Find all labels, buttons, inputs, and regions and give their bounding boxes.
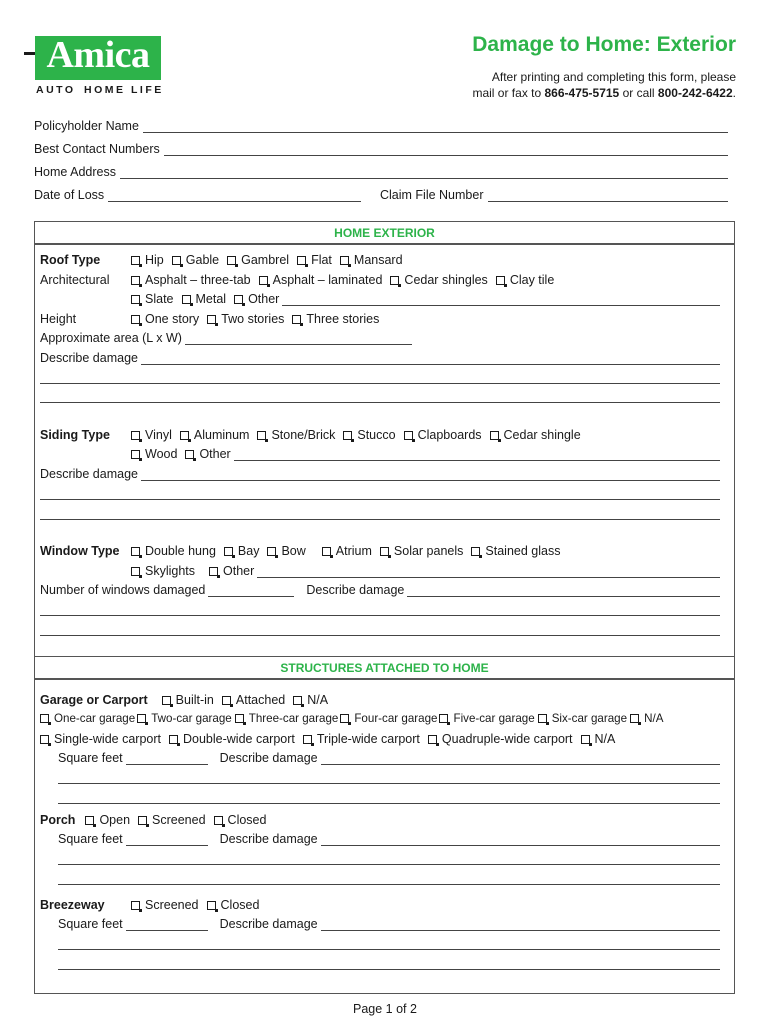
window-describe-label: Describe damage (306, 583, 405, 597)
garage-describe-field[interactable] (321, 753, 720, 765)
window-bay[interactable] (224, 544, 260, 558)
option-label: Double-wide carport (183, 732, 295, 746)
option-label: Asphalt – three-tab (145, 273, 251, 287)
checkbox[interactable] (322, 547, 331, 556)
option-label: Flat (311, 253, 332, 267)
claim-file-field[interactable] (488, 190, 729, 202)
phone-number: 800-242-6422 (657, 86, 733, 100)
garage-row (40, 693, 720, 707)
option-label: Other (199, 447, 231, 461)
option-label: Metal (195, 292, 227, 306)
instructions-line1: After printing and completing this form, please (491, 70, 736, 84)
carport-na[interactable] (581, 732, 616, 746)
option-label: Attached (235, 693, 286, 707)
option-label: Two-car garage (151, 712, 232, 725)
window-row (40, 544, 720, 558)
window-describe-line-3[interactable] (40, 635, 720, 636)
breezeway-sqft-label: Square feet (58, 917, 123, 931)
checkbox[interactable] (259, 276, 268, 285)
option-label: Quadruple-wide carport (441, 732, 573, 746)
checkbox[interactable] (137, 714, 146, 723)
window-bow[interactable] (267, 544, 305, 558)
option-label: Aluminum (193, 428, 250, 442)
siding-vinyl[interactable] (131, 428, 172, 442)
option-label: One-car garage (54, 712, 136, 725)
siding-describe-line-2[interactable] (40, 499, 720, 500)
page-title: Damage to Home: Exterior (472, 33, 736, 56)
option-label: One story (145, 312, 200, 326)
arch-clay-tile[interactable] (496, 273, 554, 287)
porch-sqft-row (58, 832, 720, 846)
carport-single[interactable] (40, 732, 161, 746)
roof-gambrel[interactable] (227, 253, 289, 267)
carport-quadruple[interactable] (428, 732, 573, 746)
window-solar-panels[interactable] (380, 544, 464, 558)
garage-describe-label: Describe damage (219, 751, 318, 765)
date-of-loss-field[interactable] (108, 190, 361, 202)
roof-type-label: Roof Type (40, 253, 101, 267)
logo-text: Amica (46, 34, 150, 76)
roof-hip[interactable] (131, 253, 164, 267)
option-label: N/A (644, 712, 664, 725)
option-label: Open (99, 813, 131, 827)
checkbox[interactable] (209, 567, 218, 576)
area-label: Approximate area (L x W) (40, 331, 182, 345)
area-row (40, 331, 412, 345)
breezeway-describe-field[interactable] (321, 919, 720, 931)
option-label: Vinyl (145, 428, 172, 442)
garage-sqft-label: Square feet (58, 751, 123, 765)
garage-size-row (40, 712, 730, 725)
arch-cedar-shingles[interactable] (390, 273, 487, 287)
garage-sqft-field[interactable] (126, 753, 208, 765)
siding-other[interactable] (185, 447, 230, 461)
checkbox[interactable] (496, 276, 505, 285)
garage-built-in[interactable] (162, 693, 214, 707)
checkbox[interactable] (207, 901, 216, 910)
checkbox[interactable] (172, 256, 181, 265)
option-label: Gable (185, 253, 220, 267)
checkbox[interactable] (131, 567, 140, 576)
carport-row (40, 732, 720, 746)
instructions-prefix: mail or fax to (472, 86, 545, 100)
breezeway-sqft-row (58, 917, 720, 931)
option-label: Closed (220, 898, 260, 912)
checkbox[interactable] (267, 547, 276, 556)
porch-open[interactable] (85, 813, 130, 827)
window-double-hung[interactable] (131, 544, 216, 558)
option-label: Hip (145, 253, 164, 267)
height-row (40, 312, 720, 326)
siding-stucco[interactable] (343, 428, 395, 442)
breezeway-sqft-field[interactable] (126, 919, 208, 931)
checkbox[interactable] (235, 714, 244, 723)
checkbox[interactable] (180, 431, 189, 440)
architectural-row-2 (40, 292, 720, 306)
tagline-home: HOME (84, 84, 126, 96)
height-two-stories[interactable] (207, 312, 284, 326)
checkbox[interactable] (471, 547, 480, 556)
height-one-story[interactable] (131, 312, 199, 326)
option-label: Solar panels (393, 544, 464, 558)
carport-double[interactable] (169, 732, 295, 746)
option-label: Clapboards (417, 428, 482, 442)
porch-label: Porch (40, 813, 76, 827)
option-label: Stained glass (485, 544, 561, 558)
option-label: Four-car garage (354, 712, 438, 725)
checkbox[interactable] (428, 735, 437, 744)
checkbox[interactable] (162, 696, 171, 705)
roof-flat[interactable] (297, 253, 332, 267)
garage-sqft-row (58, 751, 720, 765)
claim-file-label: Claim File Number (380, 188, 484, 202)
home-address-field[interactable] (120, 167, 728, 179)
siding-type-label: Siding Type (40, 428, 110, 442)
home-exterior-heading: HOME EXTERIOR (34, 222, 735, 245)
architectural-label: Architectural (40, 273, 110, 287)
roof-describe-label: Describe damage (40, 351, 138, 365)
option-label: Stucco (357, 428, 396, 442)
checkbox[interactable] (234, 295, 243, 304)
window-stained-glass[interactable] (471, 544, 560, 558)
siding-row (40, 428, 720, 442)
checkbox[interactable] (222, 696, 231, 705)
garage-label: Garage or Carport (40, 693, 148, 707)
siding-row-2 (40, 447, 720, 461)
option-label: Six-car garage (551, 712, 628, 725)
checkbox[interactable] (490, 431, 499, 440)
siding-describe-line-3[interactable] (40, 519, 720, 520)
option-label: Three-car garage (248, 712, 339, 725)
porch-describe-field[interactable] (321, 834, 720, 846)
porch-sqft-field[interactable] (126, 834, 208, 846)
garage-six-car[interactable] (538, 712, 627, 725)
porch-describe-line-2[interactable] (58, 864, 720, 865)
arch-other-field[interactable] (282, 294, 720, 306)
best-contact-label: Best Contact Numbers (34, 142, 160, 156)
roof-mansard[interactable] (340, 253, 403, 267)
checkbox[interactable] (131, 256, 140, 265)
porch-closed[interactable] (214, 813, 267, 827)
garage-describe-line-2[interactable] (58, 783, 720, 784)
garage-three-car[interactable] (235, 712, 339, 725)
option-label: Triple-wide carport (316, 732, 420, 746)
porch-sqft-label: Square feet (58, 832, 123, 846)
siding-describe-field[interactable] (141, 469, 720, 481)
checkbox[interactable] (340, 714, 349, 723)
roof-describe-row (40, 351, 720, 365)
height-label: Height (40, 312, 77, 326)
checkbox[interactable] (292, 315, 301, 324)
window-other[interactable] (209, 564, 254, 578)
garage-na[interactable] (293, 693, 328, 707)
option-label: Closed (227, 813, 267, 827)
checkbox[interactable] (380, 547, 389, 556)
checkbox[interactable] (169, 735, 178, 744)
height-three-stories[interactable] (292, 312, 379, 326)
instructions (406, 69, 736, 101)
checkbox[interactable] (257, 431, 266, 440)
checkbox[interactable] (227, 256, 236, 265)
checkbox[interactable] (303, 735, 312, 744)
checkbox[interactable] (40, 714, 49, 723)
tagline-auto: AUTO (36, 84, 76, 96)
option-label: Wood (145, 447, 178, 461)
checkbox[interactable] (439, 714, 448, 723)
instructions-line2 (406, 85, 736, 101)
checkbox[interactable] (131, 315, 140, 324)
checkbox[interactable] (131, 547, 140, 556)
checkbox[interactable] (131, 431, 140, 440)
option-label: Mansard (353, 253, 403, 267)
checkbox[interactable] (85, 816, 94, 825)
breezeway-label: Breezeway (40, 898, 105, 912)
checkbox[interactable] (131, 901, 140, 910)
window-describe-line-2[interactable] (40, 615, 720, 616)
checkbox[interactable] (224, 547, 233, 556)
checkbox[interactable] (390, 276, 399, 285)
garage-four-car[interactable] (340, 712, 437, 725)
policyholder-name-label: Policyholder Name (34, 119, 139, 133)
option-label: Other (248, 292, 280, 306)
checkbox[interactable] (185, 450, 194, 459)
windows-damaged-row (40, 583, 720, 597)
carport-triple[interactable] (303, 732, 420, 746)
breezeway-row (40, 898, 720, 912)
option-label: Stone/Brick (271, 428, 336, 442)
home-address-label: Home Address (34, 165, 116, 179)
arch-slate[interactable] (131, 292, 174, 306)
siding-clapboards[interactable] (404, 428, 482, 442)
option-label: Three stories (306, 312, 380, 326)
arch-asphalt-three-tab[interactable] (131, 273, 251, 287)
siding-cedar-shingle[interactable] (490, 428, 581, 442)
checkbox[interactable] (630, 714, 639, 723)
option-label: Double hung (145, 544, 216, 558)
porch-screened[interactable] (138, 813, 206, 827)
date-of-loss-row (34, 188, 361, 202)
option-label: Single-wide carport (54, 732, 161, 746)
checkbox[interactable] (131, 450, 140, 459)
option-label: Asphalt – laminated (272, 273, 383, 287)
area-field[interactable] (185, 333, 412, 345)
windows-damaged-label: Number of windows damaged (40, 583, 206, 597)
checkbox[interactable] (581, 735, 590, 744)
breezeway-closed[interactable] (207, 898, 260, 912)
porch-row (40, 813, 720, 827)
policyholder-name-row (34, 119, 728, 133)
checkbox[interactable] (538, 714, 547, 723)
checkbox[interactable] (131, 295, 140, 304)
fax-number: 866-475-5715 (544, 86, 620, 100)
garage-size-na[interactable] (630, 712, 663, 725)
window-atrium[interactable] (322, 544, 372, 558)
claim-file-row (380, 188, 728, 202)
roof-describe-line-2[interactable] (40, 383, 720, 384)
option-label: Atrium (335, 544, 372, 558)
siding-wood[interactable] (131, 447, 177, 461)
porch-describe-label: Describe damage (219, 832, 318, 846)
garage-one-car[interactable] (40, 712, 135, 725)
option-label: Gambrel (241, 253, 290, 267)
option-label: Built-in (175, 693, 214, 707)
checkbox[interactable] (340, 256, 349, 265)
checkbox[interactable] (40, 735, 49, 744)
roof-type-row (40, 253, 720, 267)
option-label: Five-car garage (453, 712, 535, 725)
best-contact-field[interactable] (164, 144, 728, 156)
garage-describe-line-3[interactable] (58, 803, 720, 804)
option-label: Bow (281, 544, 306, 558)
instructions-end: . (732, 86, 736, 100)
checkbox[interactable] (293, 696, 302, 705)
checkbox[interactable] (182, 295, 191, 304)
garage-five-car[interactable] (439, 712, 534, 725)
breezeway-screened[interactable] (131, 898, 199, 912)
option-label: Slate (145, 292, 174, 306)
option-label: Cedar shingles (404, 273, 488, 287)
tagline-life: LIFE (131, 84, 164, 96)
checkbox[interactable] (207, 315, 216, 324)
checkbox[interactable] (404, 431, 413, 440)
option-label: Bay (237, 544, 260, 558)
option-label: Other (223, 564, 255, 578)
checkbox[interactable] (131, 276, 140, 285)
siding-other-field[interactable] (234, 449, 720, 461)
roof-gable[interactable] (172, 253, 219, 267)
policyholder-name-field[interactable] (143, 121, 728, 133)
option-label: Two stories (221, 312, 285, 326)
siding-aluminum[interactable] (180, 428, 250, 442)
arch-metal[interactable] (182, 292, 227, 306)
architectural-row (40, 273, 720, 287)
siding-stone-brick[interactable] (257, 428, 335, 442)
best-contact-row (34, 142, 728, 156)
page-number: Page 1 of 2 (353, 1002, 417, 1016)
window-skylights[interactable] (131, 564, 195, 578)
siding-describe-label: Describe damage (40, 467, 138, 481)
garage-two-car[interactable] (137, 712, 232, 725)
checkbox[interactable] (214, 816, 223, 825)
option-label: Screened (152, 813, 206, 827)
option-label: N/A (594, 732, 616, 746)
arch-other[interactable] (234, 292, 279, 306)
date-of-loss-label: Date of Loss (34, 188, 105, 202)
window-other-field[interactable] (257, 566, 720, 578)
option-label: N/A (307, 693, 329, 707)
window-type-label: Window Type (40, 544, 120, 558)
garage-attached[interactable] (222, 693, 285, 707)
home-address-row (34, 165, 728, 179)
breezeway-describe-line-3[interactable] (58, 969, 720, 970)
checkbox[interactable] (138, 816, 147, 825)
roof-describe-line-3[interactable] (40, 402, 720, 403)
checkbox[interactable] (297, 256, 306, 265)
instructions-mid: or call (619, 86, 658, 100)
option-label: Skylights (145, 564, 196, 578)
siding-describe-row (40, 467, 720, 481)
window-row-2 (40, 564, 720, 578)
option-label: Clay tile (509, 273, 555, 287)
porch-describe-line-3[interactable] (58, 884, 720, 885)
option-label: Cedar shingle (503, 428, 581, 442)
arch-asphalt-laminated[interactable] (259, 273, 383, 287)
checkbox[interactable] (343, 431, 352, 440)
option-label: Screened (145, 898, 199, 912)
roof-describe-field[interactable] (141, 353, 720, 365)
breezeway-describe-line-2[interactable] (58, 949, 720, 950)
breezeway-describe-label: Describe damage (219, 917, 318, 931)
windows-damaged-field[interactable] (208, 585, 294, 597)
window-describe-field[interactable] (407, 585, 720, 597)
structures-heading: STRUCTURES ATTACHED TO HOME (34, 657, 735, 680)
